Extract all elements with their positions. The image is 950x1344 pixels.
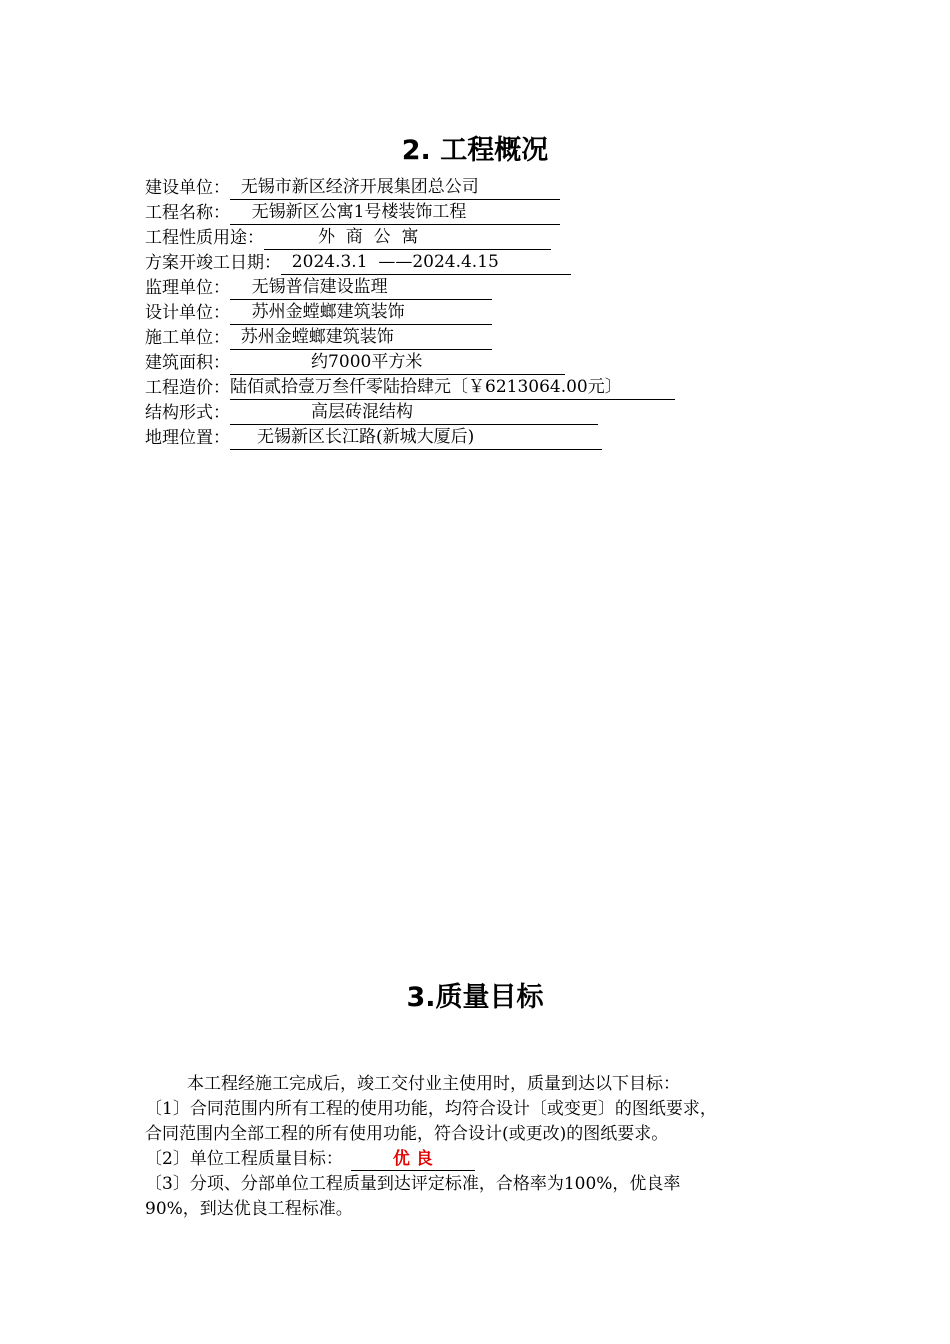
quality-item-3-line-1: 〔3〕分项、分部单位工程质量到达评定标准，合格率为100%，优良率 bbox=[145, 1174, 681, 1194]
quality-target-value: 优 良 bbox=[351, 1148, 475, 1171]
field-project-nature bbox=[145, 226, 551, 251]
section2-title: 2. 工程概况 bbox=[401, 135, 549, 166]
field-value: 无锡新区公寓1号楼装饰工程 bbox=[230, 201, 560, 225]
quality-item-3-line-2: 90%，到达优良工程标准。 bbox=[145, 1199, 353, 1219]
field-value: 无锡市新区经济开展集团总公司 bbox=[230, 176, 560, 200]
field-value: 苏州金螳螂建筑装饰 bbox=[230, 301, 492, 325]
field-label: 工程名称： bbox=[145, 203, 230, 223]
field-label: 工程性质用途： bbox=[145, 228, 264, 248]
field-value: 约7000平方米 bbox=[230, 351, 565, 375]
field-label: 监理单位： bbox=[145, 278, 230, 298]
field-label: 结构形式： bbox=[145, 403, 230, 423]
field-value: 无锡新区长江路(新城大厦后) bbox=[230, 426, 602, 450]
field-value: 无锡普信建设监理 bbox=[230, 276, 492, 300]
section3-intro: 本工程经施工完成后，竣工交付业主使用时，质量到达以下目标： bbox=[187, 1074, 680, 1094]
field-location bbox=[145, 426, 602, 451]
section3-title: 3.质量目标 bbox=[406, 982, 544, 1013]
field-label: 地理位置： bbox=[145, 428, 230, 448]
field-label: 建筑面积： bbox=[145, 353, 230, 373]
field-construction-unit bbox=[145, 176, 560, 201]
quality-item-1-line-1: 〔1〕合同范围内所有工程的使用功能，均符合设计〔或变更〕的图纸要求， bbox=[145, 1099, 717, 1119]
field-label: 设计单位： bbox=[145, 303, 230, 323]
field-label: 方案开竣工日期： bbox=[145, 253, 281, 273]
quality-item-2 bbox=[145, 1147, 475, 1172]
field-value: 外 商 公 寓 bbox=[264, 226, 551, 250]
field-structure bbox=[145, 401, 598, 426]
field-contractor bbox=[145, 326, 492, 351]
field-floor-area bbox=[145, 351, 565, 376]
field-project-name bbox=[145, 201, 560, 226]
field-supervisor bbox=[145, 276, 492, 301]
field-value: 陆佰贰拾壹万叁仟零陆拾肆元〔￥6213064.00元〕 bbox=[230, 376, 675, 400]
field-label: 工程造价： bbox=[145, 378, 230, 398]
field-cost bbox=[145, 376, 675, 401]
quality-item-2-label: 〔2〕单位工程质量目标： bbox=[145, 1149, 343, 1169]
field-schedule bbox=[145, 251, 571, 276]
field-label: 施工单位： bbox=[145, 328, 230, 348]
field-value: 苏州金螳螂建筑装饰 bbox=[230, 326, 492, 350]
field-value: 2024.3.1 ——2024.4.15 bbox=[281, 251, 571, 275]
field-label: 建设单位： bbox=[145, 178, 230, 198]
quality-item-1-line-2: 合同范围内全部工程的所有使用功能，符合设计(或更改)的图纸要求。 bbox=[145, 1124, 669, 1144]
field-value: 高层砖混结构 bbox=[230, 401, 598, 425]
field-design-unit bbox=[145, 301, 492, 326]
